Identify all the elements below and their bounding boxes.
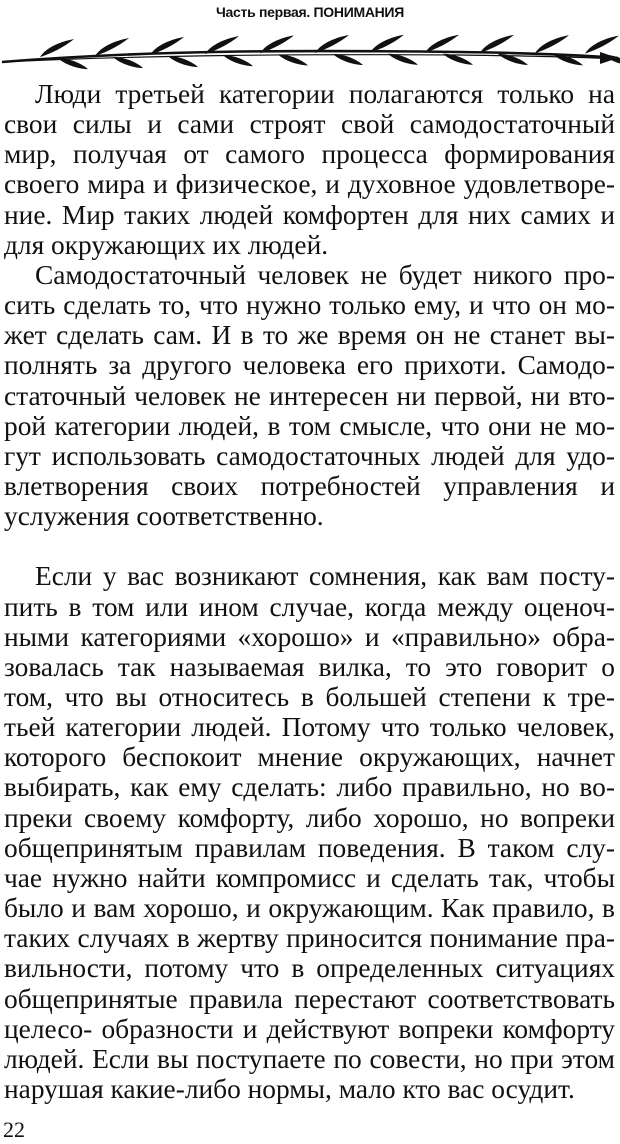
paragraph: Люди третьей категории полагаются только на свои силы и сами строят свой самодостаточный мир, получая от самого процесса формирования своего мира и физическое, и духовное удовлетворение. Мир таких людей комфортен для них самих и для окружающих их людей. (4, 79, 615, 260)
page-number: 22 (3, 1117, 25, 1142)
leaf (278, 54, 308, 65)
branch-tip (600, 52, 618, 64)
leaf (223, 55, 253, 66)
leaf (58, 58, 88, 69)
leaf (480, 35, 514, 53)
running-title: Часть первая. ПОНИМАНИЯ (216, 4, 404, 20)
leaf (333, 54, 363, 65)
paragraph: Самодостаточный человек не будет никого просить сделать то, что нужно только ему, и что он может сделать сам. И в то же время он не станет выполнять за другого человека его прихоти. Самодостаточный человек не интересен ни первой, ни второй категории людей, в том смысле, что они не могут использовать самодостаточных людей для удовлетворения своих потребностей управления и услужения соответственно. (4, 259, 615, 532)
leaf (585, 36, 619, 54)
leaf (535, 35, 569, 53)
leaf (425, 35, 459, 53)
leaf (95, 38, 129, 56)
vine-branch-icon (0, 22, 620, 70)
main-text (4, 79, 615, 1104)
leaf (168, 56, 198, 67)
leaf (40, 39, 74, 57)
leaf (113, 57, 143, 68)
paragraph: Если у вас возникают сомнения, как вам поступить в том или ином случае, когда между оценочными категориями «хорошо» и «правильно» образовалась так называемая вилка, то это говорит о том, что вы относитесь в большей степени к третьей категории людей. Потому что только человек, которого беспокоит мнение окружающих, начнет выбирать, как ему сделать: либо правильно, но вопреки своему комфорту, либо хорошо, но вопреки общепринятым правилам поведения. В таком случае нужно найти компромисс и сделать так, чтобы было и вам хорошо, и окружающим. Как правило, в таких случаях в жертву приносится понимание правильности, потому что в определенных ситуациях общепринятые правила перестают соответствовать целесо- образности и действуют вопреки комфорту людей. Если вы поступаете по совести, но при этом нарушая какие-либо нормы, мало кто вас осудит. (4, 561, 615, 1104)
